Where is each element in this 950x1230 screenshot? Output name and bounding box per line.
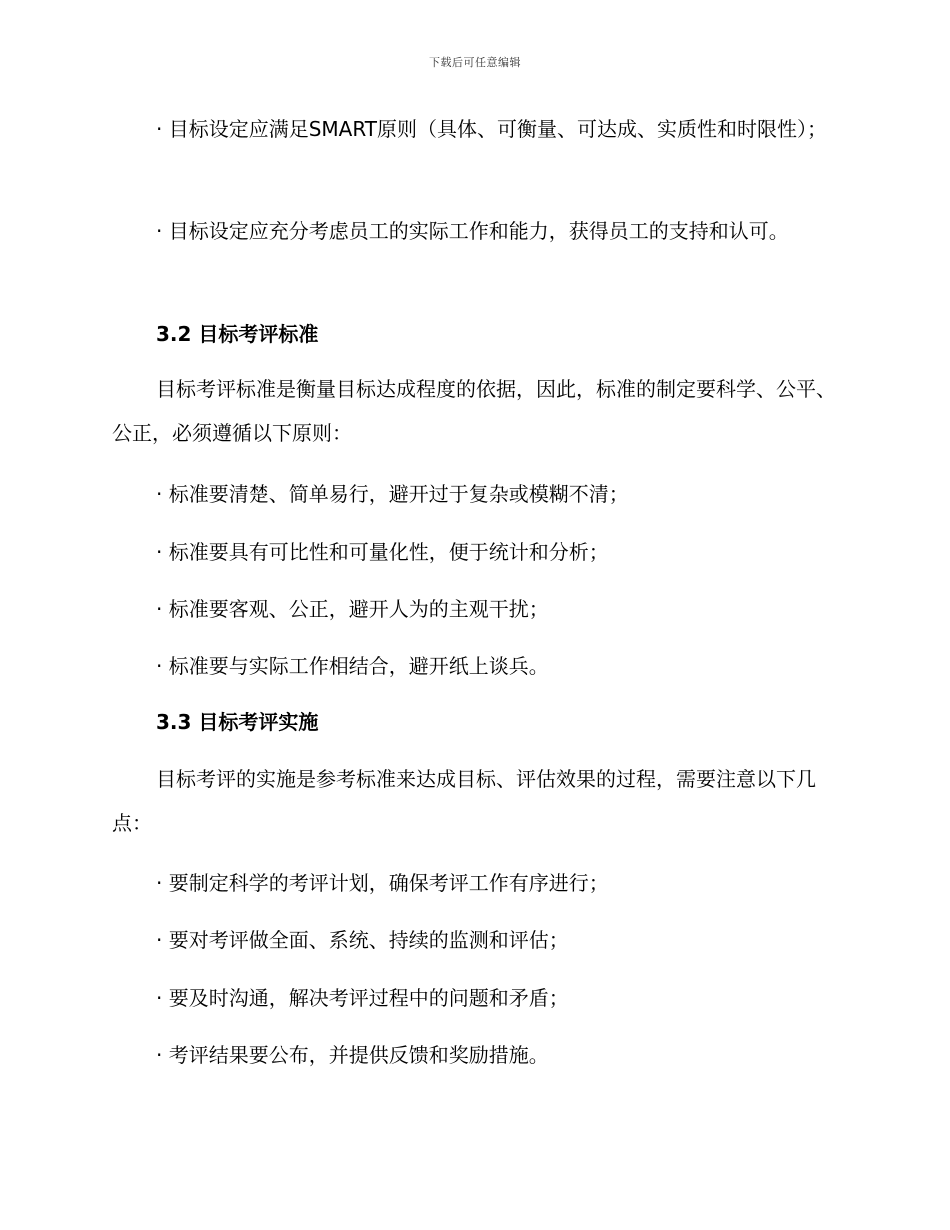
bullet-standard-3: · 标准要客观、公正，避开人为的主观干扰； <box>156 597 549 621</box>
bullet-consider-employee: · 目标设定应充分考虑员工的实际工作和能力，获得员工的支持和认可。 <box>156 219 789 243</box>
paragraph-3-3-intro: 目标考评的实施是参考标准来达成目标、评估效果的过程，需要注意以下几点： <box>112 767 816 835</box>
bullet-standard-1: · 标准要清楚、简单易行，避开过于复杂或模糊不清； <box>156 482 629 506</box>
bullet-smart-principle: · 目标设定应满足SMART原则（具体、可衡量、可达成、实质性和时限性）； <box>156 117 828 141</box>
heading-3-2: 3.2 目标考评标准 <box>156 322 319 346</box>
heading-3-3: 3.3 目标考评实施 <box>156 710 319 734</box>
bullet-implement-2: · 要对考评做全面、系统、持续的监测和评估； <box>156 928 569 952</box>
bullet-implement-4: · 考评结果要公布，并提供反馈和奖励措施。 <box>156 1043 549 1067</box>
bullet-implement-3: · 要及时沟通，解决考评过程中的问题和矛盾； <box>156 986 569 1010</box>
bullet-standard-2: · 标准要具有可比性和可量化性，便于统计和分析； <box>156 540 609 564</box>
bullet-implement-1: · 要制定科学的考评计划，确保考评工作有序进行； <box>156 871 609 895</box>
bullet-standard-4: · 标准要与实际工作相结合，避开纸上谈兵。 <box>156 654 549 678</box>
paragraph-3-2-intro: 目标考评标准是衡量目标达成程度的依据，因此，标准的制定要科学、公平、公正，必须遵循以下原则： <box>112 377 836 445</box>
page-header: 下载后可任意编辑 <box>429 56 521 69</box>
